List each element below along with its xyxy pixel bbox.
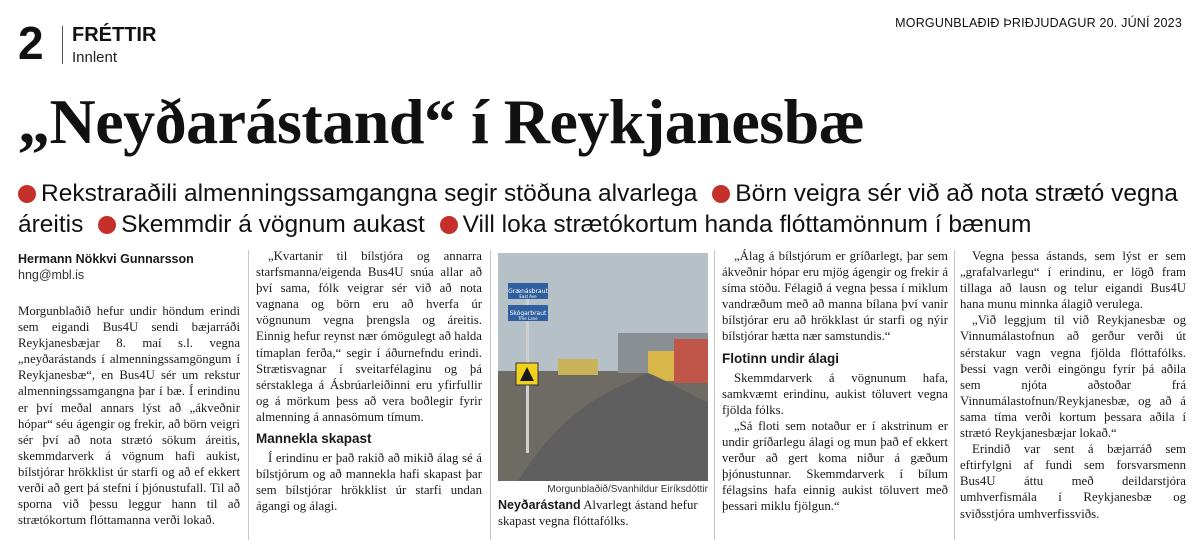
body-paragraph: „Kvartanir til bílstjóra og annarra starfsmanna/eigenda Bus4U snúa allar að því sama, fólk veigrar sér við að nota vagnana og börn eru að hverfa úr vögnunum vegna þrengsla og áreitis. Einnig hefur reynst nær ómögulegt að halda tímaplan ferða,“ segir í áðurnefndu erindi. Strætisvagnar í sveitarfélaginu og þá sérstaklega á Ásbrúarleiðinni eru yfirfullir og á mörkum þess að vera boðlegir fyrir almenning á annasömum tímum. — [256, 249, 482, 424]
body-paragraph: „Sá floti sem notaður er í akstrinum er undir gríðarlegu álagi og mun það ef ekkert verður að gert koma niður á gæðum þjónustunnar. Skemmdarverk í bílum félagsins hafa einnig aukist töluvert með þessari miklu fjölgun.“ — [722, 418, 948, 514]
column-divider — [954, 250, 955, 540]
section-label: FRÉTTIR — [72, 24, 157, 46]
column-divider — [490, 250, 491, 540]
red-bullet-icon — [712, 185, 730, 203]
caption-lead: Neyðarástand — [498, 498, 581, 512]
sign-bottom-sub-text: Tree Lane — [518, 316, 538, 321]
deck-item: Börn veigra sér við að nota strætó vegna áreitis — [18, 180, 1178, 238]
dateline: MORGUNBLAÐIÐ ÞRIÐJUDAGUR 20. JÚNÍ 2023 — [895, 16, 1182, 30]
article-column-4 — [722, 248, 948, 514]
red-bullet-icon — [18, 185, 36, 203]
body-paragraph: Í erindinu er það rakið að mikið álag sé á bílstjórum og að mannekla hafi skapast þar sem bílstjórar hrökklist úr starfi undan ágangi og álagi. — [256, 451, 482, 514]
caption-text: Alvarlegt ástand hefur skapast vegna flóttafólks. — [498, 498, 698, 528]
byline-email[interactable]: hng@mbl.is — [18, 268, 85, 282]
byline-author: Hermann Nökkvi Gunnarsson — [18, 252, 194, 266]
red-bullet-icon — [440, 216, 458, 234]
page-number: 2 — [18, 17, 44, 69]
article-column-5 — [960, 248, 1186, 522]
body-paragraph: Morgunblaðið hefur undir höndum erindi sem eigandi Bus4U sendi bæjarráði Reykjanesbæjar 8. maí s.l. vegna „neyðarástands í almenningssamgöngum í Reykjanesbæ“, en Bus4U sér um rekstur almenningssamgangna þar í bæ. Í erindinu er því meðal annars lýst að „ákveðnir hópar“ séu ágengir og frekir, að börn veigri sér því að nota strætó sökum áreitis, skemmdarverk á vögnum hafi aukist, bílstjórar hrökklist úr starfi og að ef ekkert verði að gert þá stefni í þjónustufall. Til að sporna við þessu leggur hann til að strætókortum flóttamanna verði lokað. — [18, 304, 240, 528]
sign-top-main-text: Grænásbraut — [508, 288, 548, 295]
column-divider — [248, 250, 249, 540]
deck-summary — [18, 178, 1188, 240]
deck-item: Vill loka strætókortum handa flóttamönnum í bænum — [462, 211, 1032, 238]
news-photo — [498, 253, 708, 481]
sign-bottom-main-text: Skógarbraut — [509, 310, 547, 317]
article-column-2 — [256, 248, 482, 514]
street-scene-photo — [498, 253, 708, 481]
red-bullet-icon — [98, 216, 116, 234]
body-paragraph: „Við leggjum til við Reykjanesbæ og Vinnumálastofnun að gerður verði út sérstakur vagn vegna fjölda flóttafólks. Þessi vagn verði eingöngu fyrir þá aðila sem njóta aðstoðar frá Vinnumálastofnun/Reykjanesbæ, og að á sama tíma verði kortum þessara aðila í strætó Reykjanesbæjar lokað.“ — [960, 313, 1186, 441]
crosshead: Flotinn undir álagi — [722, 350, 839, 366]
sign-top-sub-text: East Ave — [519, 294, 537, 299]
photo-red-house — [674, 339, 708, 383]
body-paragraph: Vegna þessa ástands, sem lýst er sem „grafalvarlegu“ í erindinu, er lögð fram tillaga að lausn og telur eigandi Bus4U hana munu minnka álagið verulega. — [960, 249, 1186, 312]
deck-item: Rekstraraðili almenningssamgangna segir stöðuna alvarlega — [41, 180, 698, 207]
article-column-1 — [18, 248, 240, 528]
column-divider — [714, 250, 715, 540]
photo-credit: Morgunblaðið/Svanhildur Eiríksdóttir — [547, 484, 708, 495]
deck-item: Skemmdir á vögnum aukast — [121, 211, 425, 238]
masthead-divider — [62, 26, 63, 64]
body-paragraph: „Álag á bílstjórum er gríðarlegt, þar sem ákveðnir hópar eru mjög ágengir og frekir á síma stöðu. Félagið á vegna þessa í miklum vandræðum með að manna bílana því vanir bílstjórar eru að hrökklast úr starfi og nýir bílstjórar hætta nær samstundis.“ — [722, 249, 948, 344]
headline: „Neyðarástand“ í Reykjanesbæ — [18, 86, 865, 157]
photo-far-house — [558, 359, 598, 375]
subsection-label: Innlent — [72, 49, 118, 66]
body-paragraph: Erindið var sent á bæjarráð sem eftirfylgni af fundi sem forsvarsmenn Bus4U áttu með deildarstjóra umhverfismála í Reykjanesbæ og sviðsstjóra umhverfissviðs. — [960, 442, 1186, 521]
photo-caption — [498, 497, 708, 529]
body-paragraph: Skemmdarverk á vögnunum hafa, samkvæmt erindinu, aukist töluvert vegna fjölda fólks. — [722, 370, 948, 417]
crosshead: Mannekla skapast — [256, 431, 372, 447]
